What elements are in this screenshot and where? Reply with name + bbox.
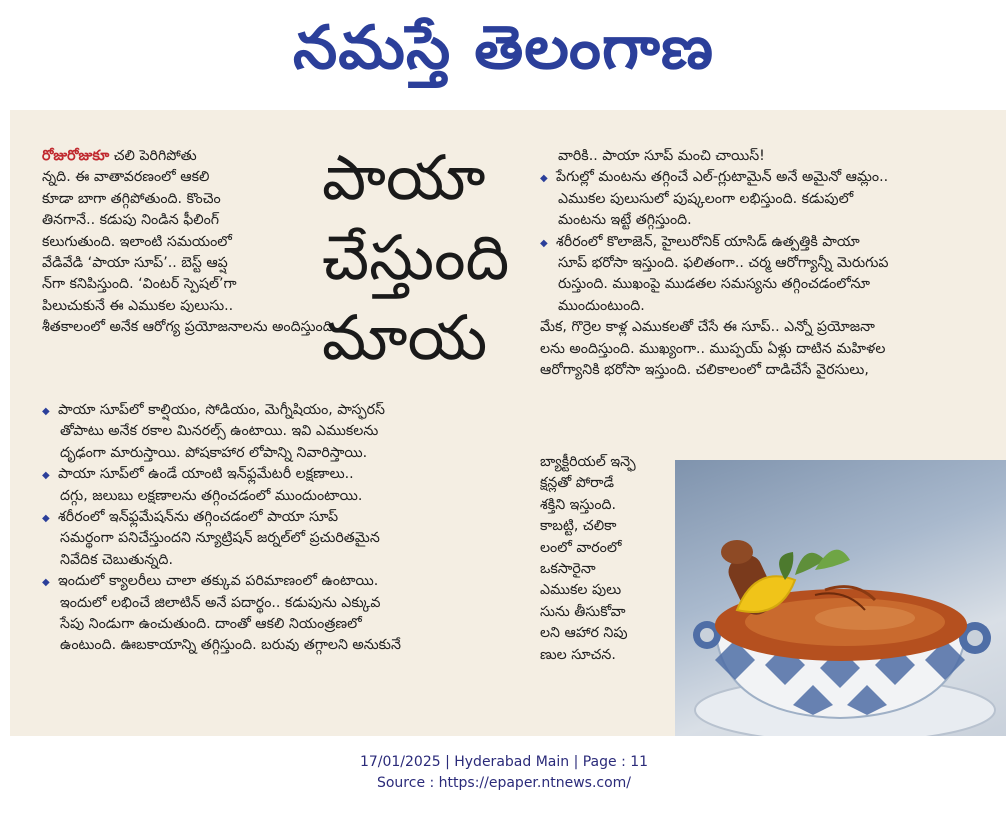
right-para-line: మేక, గొర్రెల కాళ్ల ఎముకలతో చేసే ఈ సూప్.. ఎన్నో ప్రయోజనా	[540, 319, 875, 336]
bullet-line: దృఢంగా మారుస్తాయి. పోషకాహార లోపాన్ని నివారిస్తాయి.	[60, 444, 368, 461]
right-para-line: ఆరోగ్యానికి భరోసా ఇస్తుంది. చలికాలంలో దాడిచేసే వైరసులు,	[540, 361, 869, 378]
intro-line: రోజురోజుకూ చలి పెరిగిపోతు	[42, 148, 197, 164]
headline-line: చేస్తుంది	[322, 221, 510, 294]
article	[10, 110, 1006, 736]
narrow-line: ఎముకల పులు	[540, 582, 622, 599]
diamond-bullet-icon: ◆	[540, 237, 548, 249]
bullet-line: ఉంటుంది. ఊబకాయాన్ని తగ్గిస్తుంది. బరువు తగ్గాలని అనుకునే	[60, 637, 401, 654]
bullet-line: రుస్తుంది. ముఖంపై ముడతల సమస్యను తగ్గించడంలోనూ	[558, 276, 870, 293]
footer	[0, 752, 1008, 794]
diamond-bullet-icon: ◆	[540, 173, 548, 185]
bullet-line: దగ్గు, జలుబు లక్షణాలను తగ్గించడంలో ముందుంటాయి.	[60, 487, 363, 504]
right-column	[540, 146, 1000, 381]
narrow-line: ఒకసారైనా	[540, 560, 596, 577]
bullet-line: సమర్థంగా పనిచేస్తుందని న్యూట్రిషన్ జర్నల్‌లో ప్రచురితమైన	[60, 530, 380, 547]
intro-line: న్నది. ఈ వాతావరణంలో ఆకలి	[42, 169, 210, 186]
bullet-line: ◆ ఇందులో క్యాలరీలు చాలా తక్కువ పరిమాణంలో ఉంటాయి.	[42, 571, 522, 592]
narrow-line: లంలో వారంలో	[540, 539, 622, 556]
footer-dateline: 17/01/2025 | Hyderabad Main | Page : 11	[359, 754, 649, 770]
right-para-line: లను అందిస్తుంది. ముఖ్యంగా.. ముప్పయ్ ఏళ్లు దాటిన మహిళల	[540, 340, 886, 357]
narrow-line: క్షన్లతో పోరాడే	[540, 475, 614, 492]
masthead-title: నమస్తే తెలంగాణ	[293, 13, 715, 83]
intro-line: కలుగుతుంది. ఇలాంటి సమయంలో	[42, 233, 232, 250]
diamond-bullet-icon: ◆	[42, 470, 50, 482]
right-narrow-column	[540, 452, 670, 666]
diamond-bullet-icon: ◆	[42, 577, 50, 589]
intro-line: పిలుచుకునే ఈ ఎముకల పులుసు..	[42, 297, 234, 314]
bullet-line: సేపు నిండుగా ఉంచుతుంది. దాంతో ఆకలి నియంత్రణలో	[60, 615, 362, 632]
headline-line: మాయ	[322, 301, 488, 374]
narrow-line: శక్తిని ఇస్తుంది.	[540, 496, 617, 513]
intro-line: తినగానే.. కడుపు నిండిన ఫీలింగ్	[42, 212, 220, 229]
bullet-line: ◆ శరీరంలో కొలాజెన్, హైలురోనిక్ యాసిడ్ ఉత్పత్తికి పాయా	[540, 232, 1000, 253]
intro-line: కూడా బాగా తగ్గిపోతుంది. కొంచెం	[42, 190, 221, 207]
bullet-line: నివేదిక చెబుతున్నది.	[60, 551, 173, 568]
intro-line: శీతకాలంలో అనేక ఆరోగ్య ప్రయోజనాలను అందిస్తుంది.	[42, 319, 338, 336]
headline	[322, 138, 522, 378]
bullet-line: ◆ శరీరంలో ఇన్‌ఫ్లమేషన్‌ను తగ్గించడంలో పాయా సూప్	[42, 507, 522, 528]
headline-line: పాయా	[322, 141, 486, 214]
diamond-bullet-icon: ◆	[42, 406, 50, 417]
bullet-line: ముందుంటుంది.	[558, 297, 645, 314]
bullet-line: ఎముకల పులుసులో పుష్కలంగా లభిస్తుంది. కడుపులో	[558, 190, 854, 207]
narrow-line: ణుల సూచన.	[540, 646, 616, 663]
bullet-line: ◆ పాయా సూప్‌లో ఉండే యాంటి ఇన్‌ఫ్లమేటరీ లక్షణాలు..	[42, 464, 522, 485]
intro-column	[42, 146, 338, 339]
lead-word: రోజురోజుకూ	[42, 148, 110, 164]
bullet-line: సూప్ భరోసా ఇస్తుంది. ఫలితంగా.. చర్మ ఆరోగ్యాన్నీ మెరుగుప	[558, 254, 889, 271]
bullet-line: ◆ పాయా సూప్‌లో కాల్షియం, సోడియం, మెగ్నీషియం, పాస్ఫరస్	[42, 400, 522, 421]
soup-photo	[675, 460, 1006, 736]
bullet-line: ఇందులో లభించే జిలాటిన్ అనే పదార్థం.. కడుపును ఎక్కువ	[60, 594, 381, 611]
narrow-line: సును తీసుకోవా	[540, 603, 626, 620]
soup-bowl-illustration	[675, 460, 1006, 736]
bullet-line: తోపాటు అనేక రకాల మినరల్స్ ఉంటాయి. ఇవి ఎముకలను	[60, 423, 379, 440]
intro-line: న్‌గా కనిపిస్తుంది. ‘వింటర్ స్పెషల్’గా	[42, 276, 237, 293]
right-line: వారికి.. పాయా సూప్ మంచి చాయిస్!	[558, 148, 765, 164]
footer-source: Source : https://epaper.ntnews.com/	[376, 775, 632, 791]
diamond-bullet-icon: ◆	[42, 512, 50, 524]
intro-line: వేడివేడి ‘పాయా సూప్’.. బెస్ట్ ఆప్ష	[42, 254, 228, 271]
bullet-line: మంటను ఇట్టే తగ్గిస్తుంది.	[558, 212, 692, 229]
masthead	[0, 0, 1008, 96]
left-bullets	[42, 400, 522, 657]
narrow-line: లని ఆహార నిపు	[540, 625, 628, 642]
narrow-line: కాబట్టి, చలికా	[540, 518, 617, 535]
bullet-line: ◆ పేగుల్లో మంటను తగ్గించే ఎల్-గ్లుటామైన్ అనే అమైనో ఆమ్లం..	[540, 167, 1000, 188]
narrow-line: బ్యాక్టీరియల్ ఇన్ఫె	[540, 454, 636, 470]
